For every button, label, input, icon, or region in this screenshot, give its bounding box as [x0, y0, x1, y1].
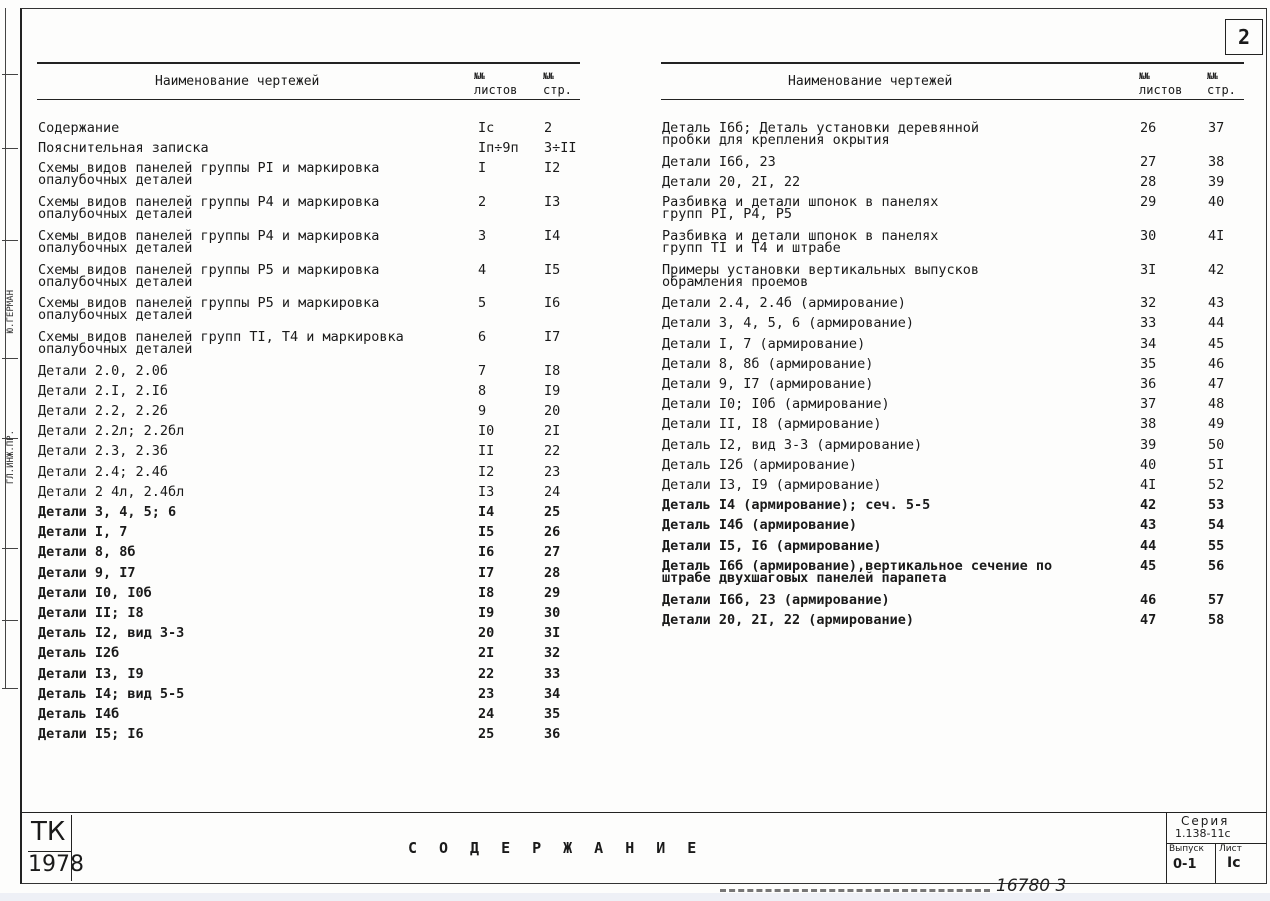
- row-sheet-number: II: [478, 443, 495, 460]
- row-sheet-number: 2I: [478, 645, 495, 662]
- series-value: 1.138-11с: [1175, 827, 1231, 840]
- row-sheet-number: 22: [478, 665, 495, 682]
- row-name: Детали 2.2л; 2.2бл: [38, 423, 185, 440]
- row-page-number: 57: [1208, 591, 1225, 608]
- header-sheets-sup: №№: [1139, 72, 1150, 82]
- series-label: Серия: [1181, 814, 1230, 828]
- row-sheet-number: I4: [478, 504, 495, 520]
- row-sheet-number: 2: [478, 194, 487, 211]
- row-page-number: I9: [544, 382, 561, 399]
- stub-tick: [2, 620, 18, 621]
- title-block: [20, 812, 1267, 884]
- row-name: Примеры установки вертикальных выпусков: [662, 261, 979, 278]
- row-page-number: I3: [544, 194, 561, 211]
- row-sheet-number: I2: [478, 463, 495, 480]
- row-name: Детали 3, 4, 5; 6: [38, 504, 177, 520]
- row-name: Детали I, 7 (армирование): [662, 335, 866, 352]
- header-pages-sup: №№: [543, 72, 554, 82]
- row-name-continued: групп PI, Р4, Р5: [662, 206, 793, 223]
- stub-tick: [2, 358, 18, 359]
- row-page-number: I5: [544, 261, 561, 278]
- row-sheet-number: 29: [1140, 194, 1157, 211]
- row-sheet-number: 9: [478, 403, 487, 419]
- row-name: Схемы видов панелей групп TI, Т4 и маркировка: [38, 328, 404, 345]
- row-name: Деталь I4б: [38, 706, 120, 722]
- org-year: 1978: [28, 852, 84, 877]
- row-name: Детали 8, 8б (армирование): [662, 355, 874, 372]
- row-sheet-number: 34: [1140, 335, 1157, 352]
- row-name: Детали I5; I6: [38, 726, 144, 743]
- row-sheet-number: 4I: [1140, 477, 1157, 493]
- org-code: ТК: [31, 817, 66, 847]
- header-pages-label: стр.: [1207, 83, 1236, 97]
- stub-tick: [2, 688, 18, 689]
- row-page-number: I6: [544, 295, 561, 312]
- row-name: Детали 2.4; 2.4б: [38, 463, 169, 480]
- row-sheet-number: I3: [478, 483, 495, 500]
- stub-tick: [2, 148, 18, 149]
- row-page-number: 25: [544, 504, 561, 520]
- header-sheets: [1139, 64, 1182, 106]
- stub-tick: [2, 74, 18, 75]
- row-name: Деталь I6б (армирование),вертикальное сечение по: [662, 557, 1053, 574]
- row-name: Деталь I4б (армирование): [662, 517, 858, 534]
- row-sheet-number: 8: [478, 382, 487, 399]
- row-name: Детали 20, 2I, 22 (армирование): [662, 611, 914, 628]
- row-name: Детали I3, I9: [38, 665, 144, 682]
- row-sheet-number: Iс: [478, 120, 495, 136]
- row-page-number: 30: [544, 605, 561, 621]
- row-name: Детали 9, I7: [38, 564, 136, 581]
- row-page-number: 27: [544, 544, 561, 561]
- left-table-header: [37, 62, 580, 100]
- header-name: Наименование чертежей: [155, 74, 320, 89]
- archive-number: 16780 3: [996, 876, 1067, 896]
- stub-signature-1: Ю.ГЕРМАН: [6, 290, 16, 334]
- row-name: Детали I0, I0б: [38, 584, 152, 601]
- row-page-number: I7: [544, 328, 561, 345]
- row-name-continued: групп TI и Т4 и штрабе: [662, 239, 841, 256]
- row-sheet-number: 40: [1140, 456, 1157, 473]
- row-page-number: 28: [544, 564, 561, 581]
- row-sheet-number: 26: [1140, 120, 1157, 136]
- header-sheets: [474, 64, 517, 106]
- sheet-label: Лист: [1219, 844, 1242, 854]
- row-page-number: 53: [1208, 497, 1225, 514]
- row-page-number: 4I: [1208, 227, 1225, 244]
- row-name: Детали I3, I9 (армирование): [662, 477, 882, 493]
- stub-tick: [2, 548, 18, 549]
- row-page-number: 43: [1208, 295, 1225, 312]
- stub-line: [5, 8, 6, 688]
- row-sheet-number: 35: [1140, 355, 1157, 372]
- row-name-continued: опалубочных деталей: [38, 273, 193, 290]
- stub-signature-2: ГЛ.ИНЖ.ПР.: [6, 430, 16, 485]
- row-page-number: I8: [544, 362, 561, 379]
- header-sheets-sup: №№: [474, 72, 485, 82]
- row-name: Детали 3, 4, 5, 6 (армирование): [662, 315, 914, 332]
- row-name: Детали I5, I6 (армирование): [662, 537, 882, 554]
- row-page-number: 35: [544, 706, 561, 722]
- row-page-number: 54: [1208, 517, 1225, 534]
- row-page-number: 2I: [544, 423, 561, 440]
- row-sheet-number: 28: [1140, 173, 1157, 190]
- binding-stub: [0, 8, 20, 884]
- row-sheet-number: 3: [478, 227, 487, 244]
- row-page-number: 56: [1208, 557, 1225, 574]
- row-page-number: 23: [544, 463, 561, 480]
- stub-tick: [2, 240, 18, 241]
- row-sheet-number: 45: [1140, 557, 1157, 574]
- row-sheet-number: 7: [478, 362, 487, 379]
- header-pages: [1207, 64, 1236, 106]
- header-sheets-label: листов: [474, 83, 518, 97]
- row-sheet-number: I9: [478, 605, 495, 621]
- row-page-number: 44: [1208, 315, 1225, 332]
- row-name-continued: опалубочных деталей: [38, 172, 193, 189]
- row-sheet-number: 27: [1140, 153, 1157, 170]
- row-name: Схемы видов панелей группы Р5 и маркировка: [38, 295, 380, 312]
- header-sheets-label: листов: [1139, 83, 1183, 97]
- row-page-number: 55: [1208, 537, 1225, 554]
- row-name-continued: обрамления проемов: [662, 273, 809, 290]
- row-name: Деталь I2б: [38, 645, 120, 662]
- row-page-number: 39: [1208, 173, 1225, 190]
- row-page-number: 2: [544, 120, 553, 136]
- row-page-number: 3÷II: [544, 140, 577, 157]
- row-name: Детали I6б, 23: [662, 153, 776, 170]
- row-page-number: I2: [544, 160, 561, 177]
- row-name: Детали 2.3, 2.3б: [38, 443, 169, 460]
- row-page-number: 33: [544, 665, 561, 682]
- row-sheet-number: 6: [478, 328, 487, 345]
- header-pages-sup: №№: [1207, 72, 1218, 82]
- row-name-continued: пробки для крепления окрытия: [662, 132, 890, 148]
- row-name: Детали 9, I7 (армирование): [662, 376, 874, 392]
- row-name: Деталь I6б; Деталь установки деревянной: [662, 120, 979, 136]
- row-page-number: 37: [1208, 120, 1225, 136]
- row-name-continued: штрабе двухшаговых панелей парапета: [662, 569, 947, 586]
- issue-value: 0-1: [1173, 857, 1197, 872]
- row-page-number: 42: [1208, 261, 1225, 278]
- row-name: Содержание: [38, 120, 120, 136]
- row-page-number: 40: [1208, 194, 1225, 211]
- row-sheet-number: 42: [1140, 497, 1157, 514]
- row-sheet-number: 46: [1140, 591, 1157, 608]
- row-page-number: 52: [1208, 477, 1225, 493]
- row-sheet-number: 44: [1140, 537, 1157, 554]
- row-page-number: 58: [1208, 611, 1225, 628]
- row-name: Детали 20, 2I, 22: [662, 173, 801, 190]
- row-name: Детали 2.4, 2.4б (армирование): [662, 295, 906, 312]
- row-sheet-number: 32: [1140, 295, 1157, 312]
- document-title: СОДЕРЖАНИЕ: [408, 839, 719, 857]
- row-page-number: 5I: [1208, 456, 1225, 473]
- row-name: Пояснительная записка: [38, 140, 209, 157]
- row-name: Разбивка и детали шпонок в панелях: [662, 194, 939, 211]
- row-sheet-number: 38: [1140, 416, 1157, 433]
- row-name: Детали 2.2, 2.2б: [38, 403, 169, 419]
- series-box: [1166, 813, 1267, 883]
- row-sheet-number: I: [478, 160, 487, 177]
- page-number: 2: [1225, 19, 1263, 55]
- row-sheet-number: I6: [478, 544, 495, 561]
- row-name: Схемы видов панелей группы Р4 и маркировка: [38, 227, 380, 244]
- row-sheet-number: 30: [1140, 227, 1157, 244]
- header-pages-label: стр.: [543, 83, 572, 97]
- row-page-number: 45: [1208, 335, 1225, 352]
- row-name: Разбивка и детали шпонок в панелях: [662, 227, 939, 244]
- row-page-number: 46: [1208, 355, 1225, 372]
- row-sheet-number: I7: [478, 564, 495, 581]
- row-name: Детали 2.0, 2.0б: [38, 362, 169, 379]
- row-sheet-number: 24: [478, 706, 495, 722]
- row-name: Деталь I2б (армирование): [662, 456, 858, 473]
- row-name: Детали I6б, 23 (армирование): [662, 591, 890, 608]
- bottom-dash-line: [720, 889, 990, 892]
- row-name: Детали I, 7: [38, 524, 128, 541]
- row-page-number: 22: [544, 443, 561, 460]
- issue-divider: [1215, 843, 1216, 883]
- row-page-number: 29: [544, 584, 561, 601]
- row-name: Детали 2 4л, 2.4бл: [38, 483, 185, 500]
- header-name: Наименование чертежей: [788, 74, 953, 89]
- row-page-number: 36: [544, 726, 561, 743]
- row-name-continued: опалубочных деталей: [38, 307, 193, 324]
- row-name-continued: опалубочных деталей: [38, 206, 193, 223]
- row-name: Детали 8, 8б: [38, 544, 136, 561]
- row-sheet-number: 20: [478, 625, 495, 642]
- row-name: Схемы видов панелей группы Р4 и маркировка: [38, 194, 380, 211]
- row-page-number: 48: [1208, 396, 1225, 413]
- header-pages: [543, 64, 572, 106]
- row-sheet-number: 33: [1140, 315, 1157, 332]
- row-sheet-number: 43: [1140, 517, 1157, 534]
- row-name: Схемы видов панелей группы PI и маркировка: [38, 160, 380, 177]
- right-table-header: [661, 62, 1244, 100]
- row-page-number: 47: [1208, 376, 1225, 392]
- row-page-number: 34: [544, 685, 561, 702]
- row-name: Деталь I4 (армирование); сеч. 5-5: [662, 497, 931, 514]
- row-name-continued: опалубочных деталей: [38, 239, 193, 256]
- row-page-number: 3I: [544, 625, 561, 642]
- row-sheet-number: I8: [478, 584, 495, 601]
- row-sheet-number: 25: [478, 726, 495, 743]
- row-name: Деталь I4; вид 5-5: [38, 685, 185, 702]
- row-sheet-number: 23: [478, 685, 495, 702]
- row-name: Схемы видов панелей группы Р5 и маркировка: [38, 261, 380, 278]
- row-sheet-number: I5: [478, 524, 495, 541]
- row-sheet-number: 37: [1140, 396, 1157, 413]
- row-sheet-number: 5: [478, 295, 487, 312]
- row-page-number: 38: [1208, 153, 1225, 170]
- row-page-number: 49: [1208, 416, 1225, 433]
- sheet-value: Iс: [1227, 855, 1241, 871]
- row-sheet-number: I0: [478, 423, 495, 440]
- issue-label: Выпуск: [1169, 844, 1204, 854]
- row-page-number: 20: [544, 403, 561, 419]
- row-name: Детали 2.I, 2.Iб: [38, 382, 169, 399]
- row-sheet-number: 3I: [1140, 261, 1157, 278]
- row-sheet-number: 4: [478, 261, 487, 278]
- org-stamp: [25, 815, 84, 881]
- row-sheet-number: 47: [1140, 611, 1157, 628]
- row-name: Детали I0; I0б (армирование): [662, 396, 890, 413]
- row-name: Детали II; I8: [38, 605, 144, 621]
- row-name: Деталь I2, вид 3-3: [38, 625, 185, 642]
- row-sheet-number: 36: [1140, 376, 1157, 392]
- row-name: Детали II, I8 (армирование): [662, 416, 882, 433]
- row-name: Деталь I2, вид 3-3 (армирование): [662, 436, 923, 453]
- row-page-number: 32: [544, 645, 561, 662]
- row-page-number: 26: [544, 524, 561, 541]
- row-name-continued: опалубочных деталей: [38, 340, 193, 357]
- row-page-number: 24: [544, 483, 561, 500]
- row-sheet-number: Iп÷9п: [478, 140, 519, 157]
- row-page-number: I4: [544, 227, 561, 244]
- row-sheet-number: 39: [1140, 436, 1157, 453]
- row-page-number: 50: [1208, 436, 1225, 453]
